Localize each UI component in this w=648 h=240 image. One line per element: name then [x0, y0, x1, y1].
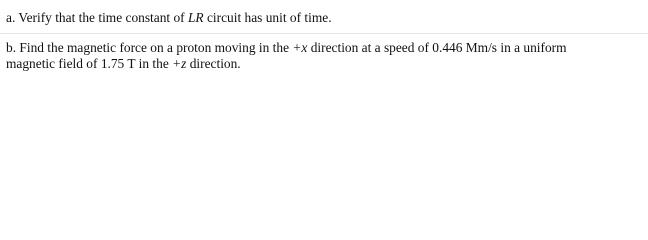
question-a	[6, 10, 644, 26]
question-b-line2	[6, 56, 644, 72]
question-b-text-part2: direction at a speed of 0.446 Mm/s in a uniform	[307, 40, 567, 55]
question-b-text-part3: magnetic field of 1.75 T in the	[6, 56, 173, 71]
question-a-text-part2: circuit has unit of time.	[203, 10, 332, 25]
question-a-text-part1: Verify that the time constant of	[18, 10, 188, 25]
question-b-line1	[6, 40, 644, 56]
question-divider	[0, 33, 648, 34]
question-b-marker: b.	[6, 40, 17, 55]
question-b-text-part4: direction.	[186, 56, 241, 71]
z-direction-symbol: +z	[172, 56, 187, 71]
question-b-text-part1: Find the magnetic force on a proton moving in the	[19, 40, 293, 55]
question-b	[6, 40, 644, 72]
lr-symbol: LR	[187, 10, 204, 25]
question-a-marker: a.	[6, 10, 16, 25]
x-direction-symbol: +x	[292, 40, 308, 55]
